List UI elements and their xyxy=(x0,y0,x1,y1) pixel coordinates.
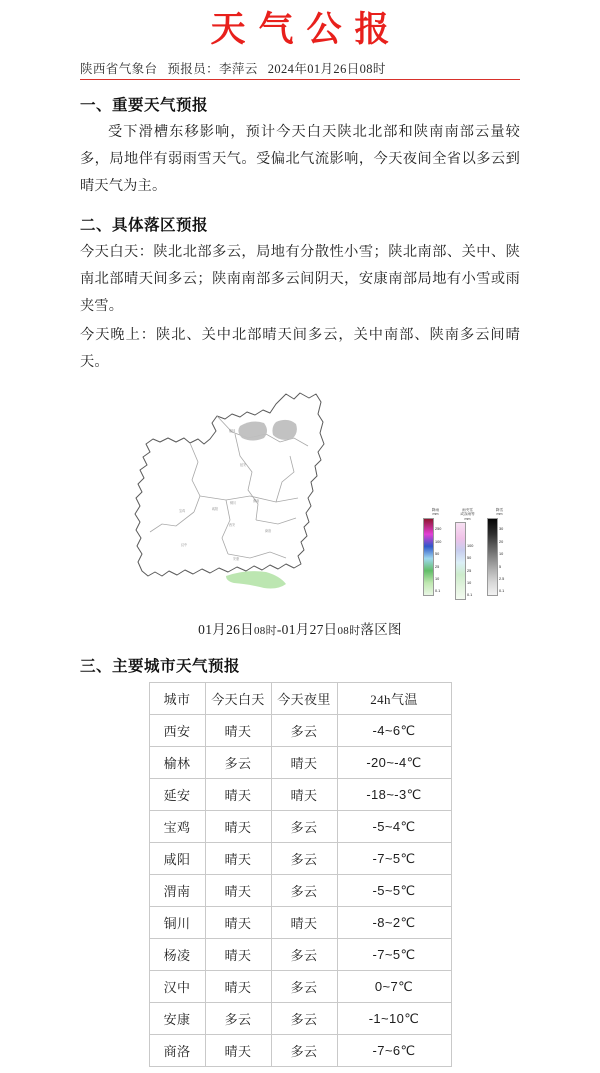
table-row xyxy=(149,811,451,843)
province-outline xyxy=(135,393,324,576)
cell-temp: -5~4℃ xyxy=(337,811,451,843)
cell-night: 多云 xyxy=(271,939,337,971)
cell-night: 多云 xyxy=(271,1035,337,1067)
cell-night: 多云 xyxy=(271,1003,337,1035)
legend-tick: 0.1 xyxy=(499,588,505,593)
caption-tail: 落区图 xyxy=(360,622,402,637)
cell-temp: -7~6℃ xyxy=(337,1035,451,1067)
legend-tick: 100 xyxy=(467,544,474,549)
legend-tick: 0.1 xyxy=(435,588,441,593)
legend-rain-unit: mm xyxy=(432,512,439,517)
table-row xyxy=(149,907,451,939)
legend-tick: 20 xyxy=(499,539,504,544)
legend-tick: 10 xyxy=(435,576,440,581)
legend-mix-unit: mm xyxy=(464,516,471,521)
cell-night: 多云 xyxy=(271,843,337,875)
column-header-temp: 24h气温 xyxy=(337,683,451,715)
cell-day: 晴天 xyxy=(205,875,271,907)
svg-text:汉中: 汉中 xyxy=(180,543,188,547)
column-header-city: 城市 xyxy=(149,683,205,715)
cell-temp: -7~5℃ xyxy=(337,843,451,875)
legend-tick: 10 xyxy=(467,581,472,586)
legend-tick: 250 xyxy=(435,526,442,531)
cell-day: 晴天 xyxy=(205,715,271,747)
table-row xyxy=(149,843,451,875)
caption-date-end: -01月27日 xyxy=(276,622,338,637)
cell-temp: -1~10℃ xyxy=(337,1003,451,1035)
cell-night: 多云 xyxy=(271,971,337,1003)
cell-night: 多云 xyxy=(271,811,337,843)
legend-rain-ticks xyxy=(435,518,448,594)
cell-temp: -18~-3℃ xyxy=(337,779,451,811)
legend-rain-colorbar xyxy=(423,518,434,596)
section-one-paragraph: 受下滑槽东移影响，预计今天白天陕北北部和陕南南部云量较多，局地伴有弱雨雪天气。受偏北气流影响，今天夜间全省以多云到晴天气为主。 xyxy=(80,124,520,194)
night-forecast-paragraph: 今天晚上：陕北、关中北部晴天间多云，关中南部、陕南多云间晴天。 xyxy=(80,327,520,370)
map-legend xyxy=(423,508,512,600)
document-content xyxy=(80,0,520,1067)
daytime-forecast-paragraph: 今天白天：陕北北部多云，局地有分散性小雪；陕北南部、关中、陕南北部晴天间多云；陕南南部多云间阴天，安康南部局地有小雪或雨夹雪。 xyxy=(80,244,520,314)
legend-snow-colorbar xyxy=(487,518,498,596)
cell-day: 晴天 xyxy=(205,843,271,875)
cell-temp: -7~5℃ xyxy=(337,939,451,971)
table-body xyxy=(149,683,451,1067)
cell-day: 晴天 xyxy=(205,939,271,971)
legend-snow-unit: mm xyxy=(496,512,503,517)
figure-caption xyxy=(80,620,520,641)
cell-day: 晴天 xyxy=(205,907,271,939)
cell-city: 铜川 xyxy=(149,907,205,939)
cell-night: 多云 xyxy=(271,875,337,907)
section-three-heading: 三、主要城市天气预报 xyxy=(80,658,241,675)
legend-tick: 5 xyxy=(499,564,502,569)
column-header-night: 今天夜里 xyxy=(271,683,337,715)
table-row xyxy=(149,1035,451,1067)
caption-time-start: 08时 xyxy=(253,625,277,637)
section-two-heading: 二、具体落区预报 xyxy=(80,217,209,234)
cell-day: 晴天 xyxy=(205,971,271,1003)
column-header-day: 今天白天 xyxy=(205,683,271,715)
legend-tick: 25 xyxy=(435,564,440,569)
legend-mix-title2: 或冻雨等 xyxy=(460,512,475,517)
page-title: 天气公报 xyxy=(210,9,403,50)
legend-snow xyxy=(487,508,512,596)
cell-city: 宝鸡 xyxy=(149,811,205,843)
cell-city: 汉中 xyxy=(149,971,205,1003)
svg-text:咸阳: 咸阳 xyxy=(211,507,219,511)
table-row xyxy=(149,779,451,811)
cell-temp: 0~7℃ xyxy=(337,971,451,1003)
cell-temp: -5~5℃ xyxy=(337,875,451,907)
issue-time: 2024年01月26日08时 xyxy=(267,62,386,76)
legend-snow-title: 降雪 xyxy=(495,508,504,512)
cell-day: 多云 xyxy=(205,747,271,779)
cell-day: 晴天 xyxy=(205,779,271,811)
cell-day: 晴天 xyxy=(205,811,271,843)
svg-text:宝鸡: 宝鸡 xyxy=(178,509,186,513)
table-row xyxy=(149,875,451,907)
legend-tick: 0.1 xyxy=(467,593,473,598)
svg-text:榆林: 榆林 xyxy=(228,429,236,433)
table-row xyxy=(149,1003,451,1035)
shaanxi-map xyxy=(80,386,520,618)
city-forecast-table xyxy=(149,682,452,1067)
legend-tick: 2.5 xyxy=(499,576,505,581)
masthead xyxy=(80,0,520,80)
cell-city: 西安 xyxy=(149,715,205,747)
legend-tick: 50 xyxy=(467,556,472,561)
cell-city: 渭南 xyxy=(149,875,205,907)
cell-day: 多云 xyxy=(205,1003,271,1035)
legend-tick: 100 xyxy=(435,539,442,544)
issuer-line-rule xyxy=(80,61,520,80)
cell-night: 晴天 xyxy=(271,907,337,939)
issuer-line xyxy=(80,61,520,77)
caption-date-start: 01月26日 xyxy=(198,622,254,637)
cell-night: 晴天 xyxy=(271,747,337,779)
forecast-area-figure xyxy=(80,386,520,641)
svg-text:渭南: 渭南 xyxy=(252,499,260,503)
precip-area-patch xyxy=(226,571,286,588)
table-row xyxy=(149,715,451,747)
table-row xyxy=(149,747,451,779)
cell-temp: -8~2℃ xyxy=(337,907,451,939)
cell-city: 商洛 xyxy=(149,1035,205,1067)
legend-tick: 50 xyxy=(435,551,440,556)
cell-city: 延安 xyxy=(149,779,205,811)
legend-mix xyxy=(455,508,480,600)
table-row xyxy=(149,939,451,971)
table-header-row xyxy=(149,683,451,715)
legend-tick: 10 xyxy=(499,551,504,556)
cell-city: 咸阳 xyxy=(149,843,205,875)
cell-city: 杨凌 xyxy=(149,939,205,971)
caption-time-end: 08时 xyxy=(337,625,361,637)
cell-temp: -4~6℃ xyxy=(337,715,451,747)
legend-mix-colorbar xyxy=(455,522,466,600)
city-forecast-table-wrap xyxy=(80,682,520,1067)
legend-rain xyxy=(423,508,448,596)
section-one-heading: 一、重要天气预报 xyxy=(80,97,209,114)
cell-city: 榆林 xyxy=(149,747,205,779)
cell-temp: -20~-4℃ xyxy=(337,747,451,779)
cell-night: 晴天 xyxy=(271,779,337,811)
cell-day: 晴天 xyxy=(205,1035,271,1067)
table-row xyxy=(149,971,451,1003)
forecaster-label: 预报员： xyxy=(167,62,220,76)
legend-mix-title: 雨夹雪 xyxy=(462,508,473,512)
svg-text:铜川: 铜川 xyxy=(229,501,237,505)
svg-text:商洛: 商洛 xyxy=(264,529,272,533)
svg-text:西安: 西安 xyxy=(228,523,236,527)
svg-text:安康: 安康 xyxy=(232,557,240,561)
legend-tick: 30 xyxy=(499,526,504,531)
legend-rain-title: 降雨 xyxy=(431,508,440,512)
issuer-name: 陕西省气象台 xyxy=(80,62,158,76)
legend-snow-ticks xyxy=(499,518,512,594)
legend-mix-ticks xyxy=(467,522,480,598)
cell-night: 多云 xyxy=(271,715,337,747)
svg-text:延安: 延安 xyxy=(239,463,247,467)
forecaster-name: 李萍云 xyxy=(219,62,258,76)
legend-tick: 25 xyxy=(467,569,472,574)
cell-city: 安康 xyxy=(149,1003,205,1035)
